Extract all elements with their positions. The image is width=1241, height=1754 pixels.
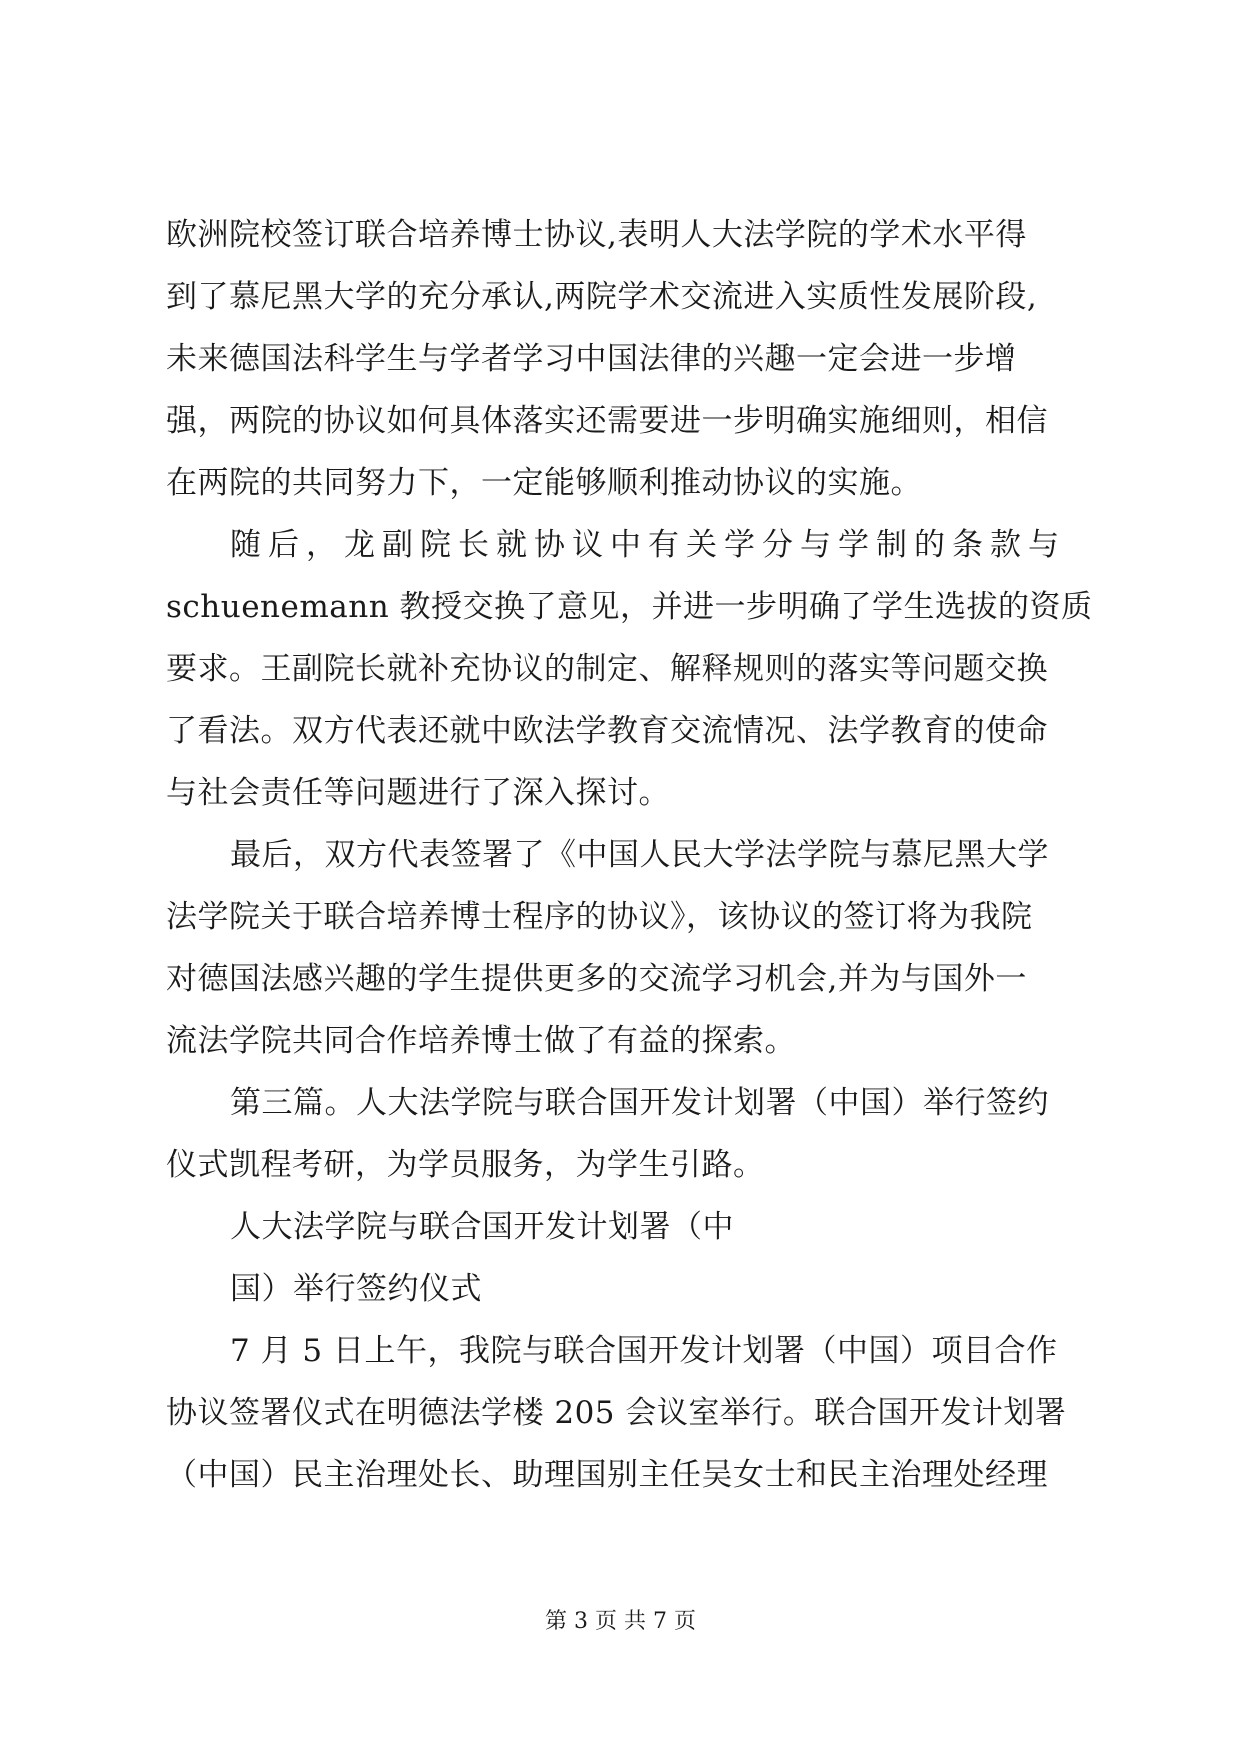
text-line: 与社会责任等问题进行了深入探讨。 xyxy=(166,775,670,811)
article-title-line: 人大法学院与联合国开发计划署（中 xyxy=(230,1209,734,1245)
paragraph-start-line: 第三篇。人大法学院与联合国开发计划署（中国）举行签约 xyxy=(230,1085,1049,1121)
text-line: 协议签署仪式在明德法学楼 205 会议室举行。联合国开发计划署 xyxy=(166,1395,1067,1431)
text-line: 欧洲院校签订联合培养博士协议,表明人大法学院的学术水平得 xyxy=(166,217,1027,253)
page-number-footer: 第 3 页 共 7 页 xyxy=(545,1609,696,1634)
article-title-line: 国）举行签约仪式 xyxy=(230,1271,482,1307)
text-line: 要求。王副院长就补充协议的制定、解释规则的落实等问题交换 xyxy=(166,651,1048,687)
text-line: 了看法。双方代表还就中欧法学教育交流情况、法学教育的使命 xyxy=(166,713,1048,749)
text-line: schuenemann 教授交换了意见，并进一步明确了学生选拔的资质 xyxy=(166,589,1093,625)
text-line: 流法学院共同合作培养博士做了有益的探索。 xyxy=(166,1023,796,1059)
text-line: 在两院的共同努力下，一定能够顺利推动协议的实施。 xyxy=(166,465,922,501)
text-line: （中国）民主治理处长、助理国别主任吴女士和民主治理处经理 xyxy=(166,1457,1048,1493)
paragraph-start-line: 最后，双方代表签署了《中国人民大学法学院与慕尼黑大学 xyxy=(230,837,1049,873)
body-text xyxy=(166,204,1126,1506)
paragraph-start-line: 7 月 5 日上午，我院与联合国开发计划署（中国）项目合作 xyxy=(230,1333,1058,1369)
text-line: 仪式凯程考研，为学员服务，为学生引路。 xyxy=(166,1147,765,1183)
text-line: 强，两院的协议如何具体落实还需要进一步明确实施细则，相信 xyxy=(166,403,1048,439)
text-line: 到了慕尼黑大学的充分承认,两院学术交流进入实质性发展阶段, xyxy=(166,279,1038,315)
paragraph-start-line: 随后，龙副院长就协议中有关学分与学制的条款与 xyxy=(230,527,1066,563)
text-line: 对德国法感兴趣的学生提供更多的交流学习机会,并为与国外一 xyxy=(166,961,1027,997)
text-line: 未来德国法科学生与学者学习中国法律的兴趣一定会进一步增 xyxy=(166,341,1017,377)
text-line: 法学院关于联合培养博士程序的协议》，该协议的签订将为我院 xyxy=(166,899,1033,935)
